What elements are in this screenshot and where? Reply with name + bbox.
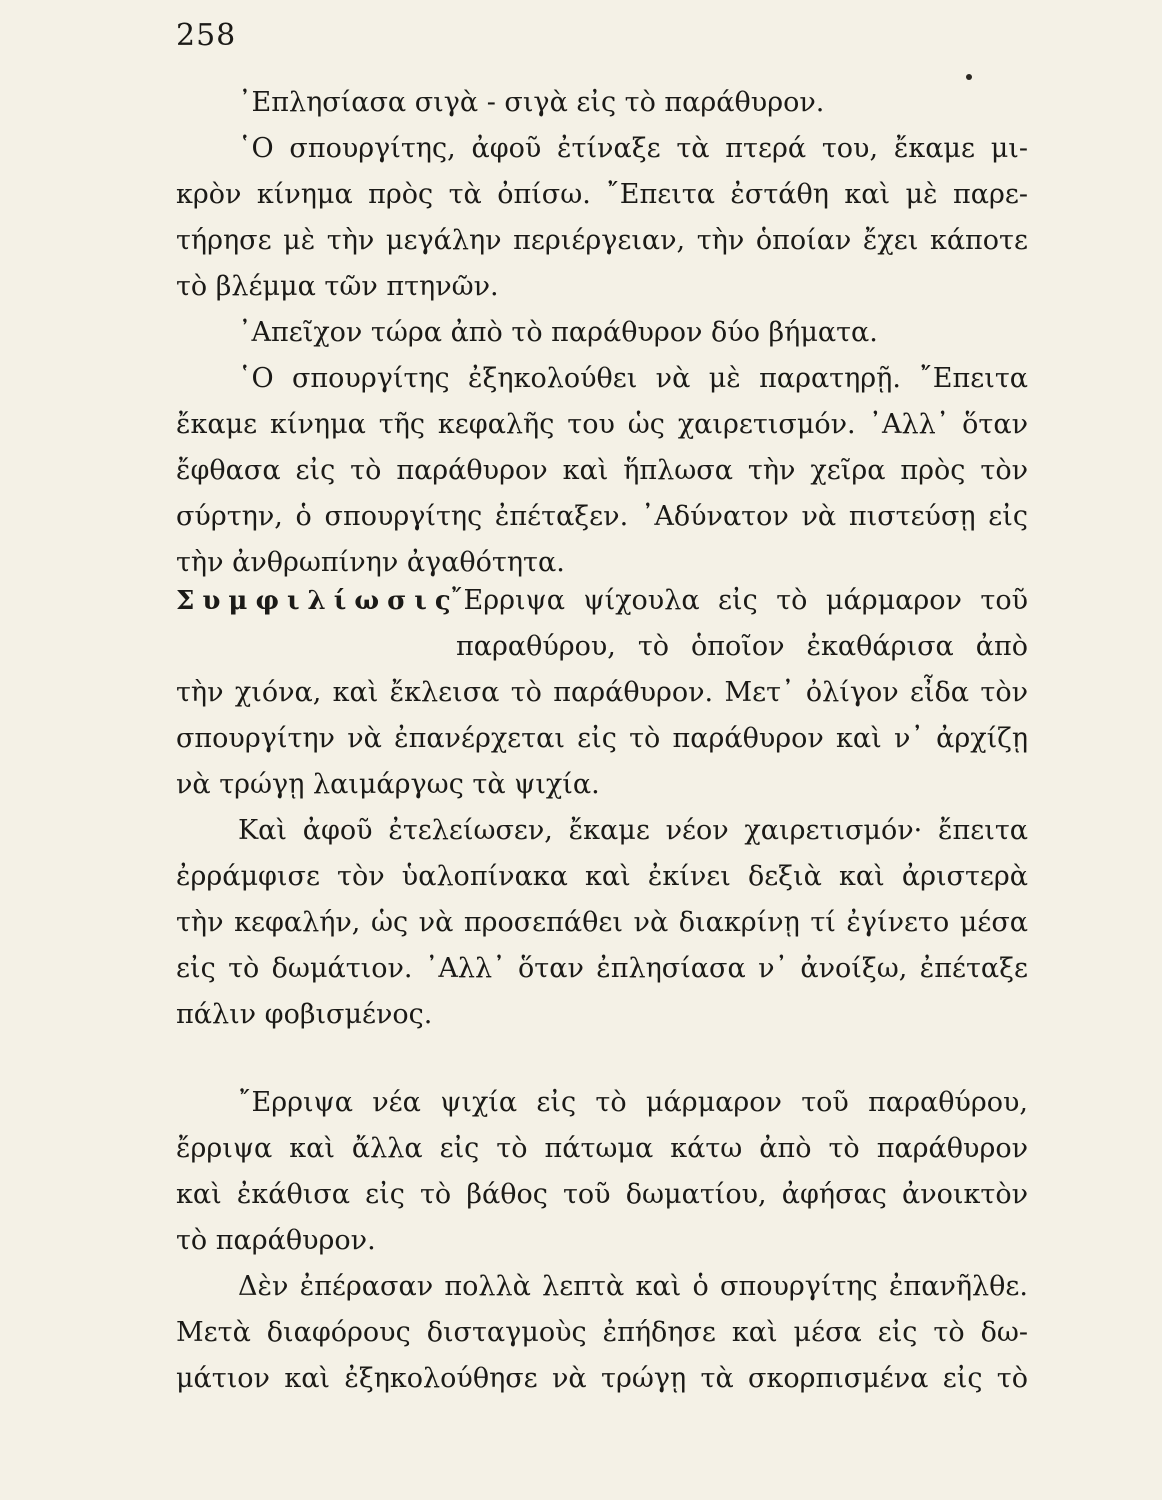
section-title: Συμφιλίωσις (176, 586, 459, 616)
text-line: τὸ παράθυρον. (176, 1225, 376, 1256)
text-line: τήρησε μὲ τὴν μεγάλην περιέργειαν, τὴν ὁποίαν ἔχει κάποτε (176, 225, 1028, 256)
text-line: τὴν χιόνα, καὶ ἔκλεισα τὸ παράθυρον. Μετ᾿ ὀλίγον εἶδα τὸν (176, 677, 1028, 708)
text-line: σπουργίτην νὰ ἐπανέρχεται εἰς τὸ παράθυρον καὶ ν᾿ ἀρχίζῃ (176, 723, 1028, 754)
text-line: τὴν κεφαλήν, ὡς νὰ προσεπάθει νὰ διακρίνῃ τί ἐγίνετο μέσα (176, 907, 1028, 938)
text-line: ῾Ο σπουργίτης, ἀφοῦ ἐτίναξε τὰ πτερά του, ἔκαμε μι- (238, 133, 1028, 164)
text-line: ῎Ερριψα ψίχουλα εἰς τὸ μάρμαρον τοῦ (450, 585, 1028, 616)
text-line: Καὶ ἀφοῦ ἐτελείωσεν, ἔκαμε νέον χαιρετισμόν· ἔπειτα (238, 815, 1028, 846)
text-line: ἔφθασα εἰς τὸ παράθυρον καὶ ἥπλωσα τὴν χεῖρα πρὸς τὸν (176, 455, 1028, 486)
text-line: τὸ βλέμμα τῶν πτηνῶν. (176, 271, 499, 302)
text-line: ἐρράμφισε τὸν ὑαλοπίνακα καὶ ἐκίνει δεξιὰ καὶ ἀριστερὰ (176, 861, 1028, 892)
text-line: ῎Ερριψα νέα ψιχία εἰς τὸ μάρμαρον τοῦ παραθύρου, (238, 1087, 1028, 1118)
text-line: καὶ ἐκάθισα εἰς τὸ βάθος τοῦ δωματίου, ἀφήσας ἀνοικτὸν (176, 1179, 1028, 1210)
text-line: κρὸν κίνημα πρὸς τὰ ὀπίσω. ῎Επειτα ἐστάθη καὶ μὲ παρε- (176, 179, 1028, 210)
text-line: πάλιν φοβισμένος. (176, 999, 433, 1030)
text-line: σύρτην, ὁ σπουργίτης ἐπέταξεν. ᾿Αδύνατον νὰ πιστεύσῃ εἰς (176, 501, 1028, 532)
text-line: ᾿Απεῖχον τώρα ἀπὸ τὸ παράθυρον δύο βήματα. (238, 317, 878, 348)
text-line: ἔρριψα καὶ ἄλλα εἰς τὸ πάτωμα κάτω ἀπὸ τὸ παράθυρον (176, 1133, 1028, 1164)
text-line: ἔκαμε κίνημα τῆς κεφαλῆς του ὡς χαιρετισμόν. ᾿Αλλ᾿ ὅταν (176, 409, 1028, 440)
text-line: μάτιον καὶ ἐξηκολούθησε νὰ τρώγῃ τὰ σκορπισμένα εἰς τὸ (176, 1363, 1028, 1394)
text-line: τὴν ἀνθρωπίνην ἀγαθότητα. (176, 547, 565, 578)
text-line: νὰ τρώγῃ λαιμάργως τὰ ψιχία. (176, 769, 600, 800)
text-line: ᾿Επλησίασα σιγὰ - σιγὰ εἰς τὸ παράθυρον. (238, 87, 825, 118)
text-line: Δὲν ἐπέρασαν πολλὰ λεπτὰ καὶ ὁ σπουργίτης ἐπανῆλθε. (238, 1271, 1028, 1302)
text-line: Μετὰ διαφόρους δισταγμοὺς ἐπήδησε καὶ μέσα εἰς τὸ δω- (176, 1317, 1028, 1348)
page-number: 258 (176, 18, 237, 53)
text-line: ῾Ο σπουργίτης ἐξηκολούθει νὰ μὲ παρατηρῇ. ῎Επειτα (238, 363, 1028, 394)
text-line: εἰς τὸ δωμάτιον. ᾿Αλλ᾿ ὅταν ἐπλησίασα ν᾿ ἀνοίξω, ἐπέταξε (176, 953, 1028, 984)
text-line: παραθύρου, τὸ ὁποῖον ἐκαθάρισα ἀπὸ (456, 631, 1028, 662)
